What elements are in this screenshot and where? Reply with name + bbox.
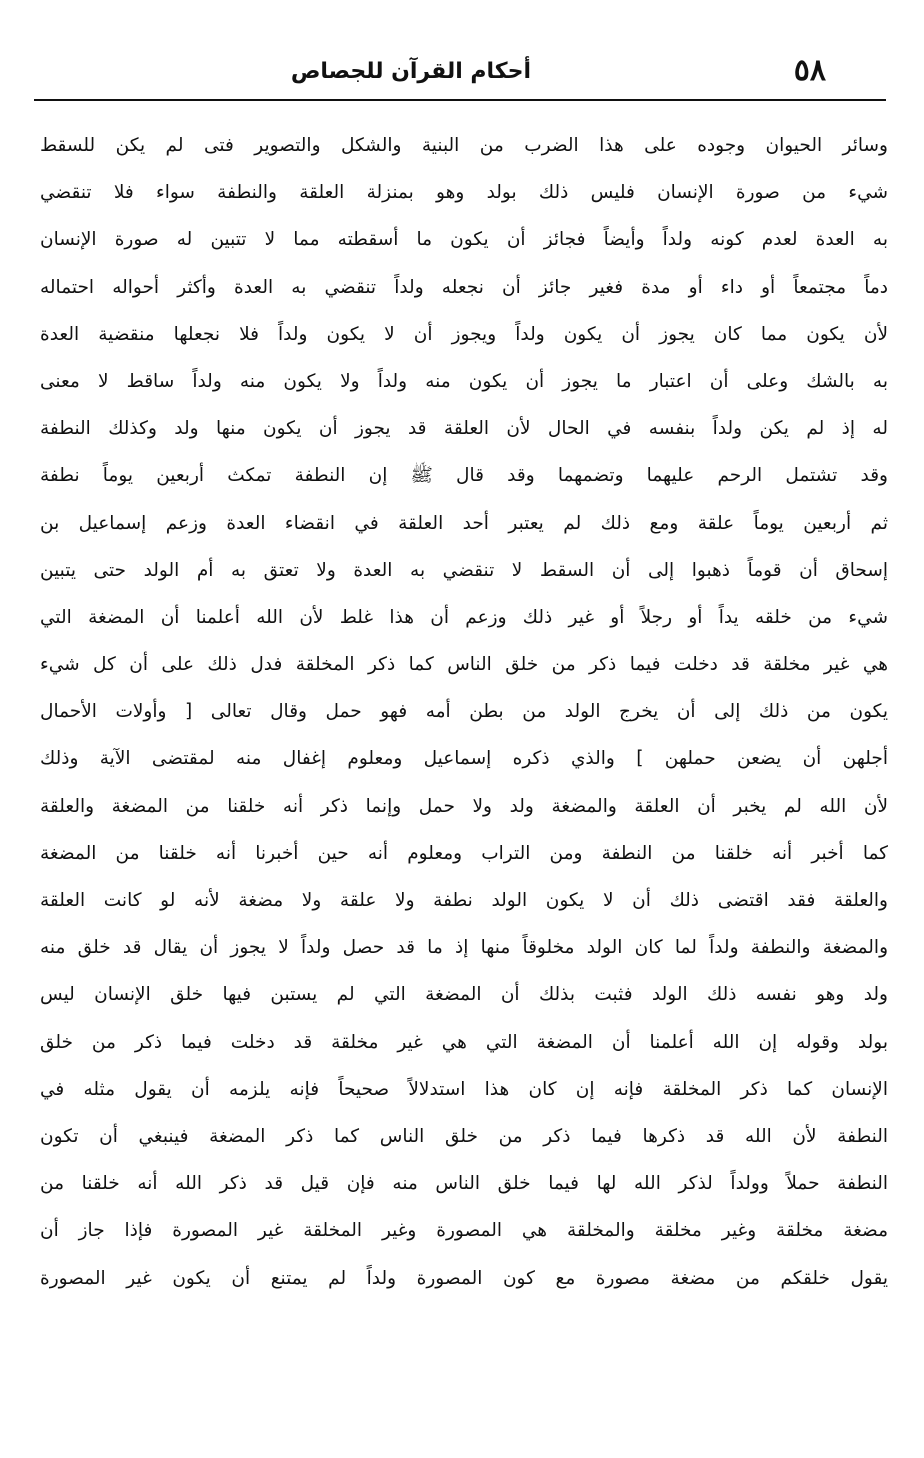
text-line: لأن الله لم يخبر أن العلقة والمضغة ولد ولا حمل وإنما ذكر أنه خلقنا من المضغة والعلقة (40, 795, 888, 817)
text-line: لأن يكون مما كان يجوز أن يكون ولداً ويجوز أن لا يكون ولداً فلا نجعلها منقضية العدة (40, 323, 888, 345)
text-line: إسحاق أن قوماً ذهبوا إلى أن السقط لا تنقضي به العدة ولا تعتق به أم الولد حتى يتبين (40, 559, 888, 581)
page-header (34, 48, 886, 94)
text-line: النطفة حملاً وولداً لذكر الله لها فيما خلق الناس منه فإن قيل قد ذكر الله أنه خلقنا من (40, 1173, 888, 1195)
text-line: به بالشك وعلى أن اعتبار ما يجوز أن يكون منه ولداً ولا يكون منه ولداً ساقط لا معنى (40, 370, 888, 392)
text-line: دماً مجتمعاً أو داء أو مدة فغير جائز أن نجعله ولداً تنقضي به العدة وأكثر أحواله احتماله (40, 276, 888, 298)
body-text (40, 122, 888, 1302)
text-line: وسائر الحيوان وجوده على هذا الضرب من البنية والشكل والتصوير فتى لم يكن للسقط (40, 135, 888, 156)
text-line: ولد وهو نفسه ذلك الولد فثبت بذلك أن المضغة التي لم يستبن فيها خلق الإنسان ليس (40, 984, 888, 1006)
text-line: والعلقة فقد اقتضى ذلك أن لا يكون الولد نطفة ولا علقة ولا مضغة لأنه لو كانت العلقة (40, 890, 888, 911)
text-line: له إذ لم يكن ولداً بنفسه في الحال لأن العلقة قد يجوز أن يكون منها ولد وكذلك النطفة (40, 418, 888, 440)
text-line: شيء من خلقه يداً أو رجلاً أو غير ذلك وزعم أن هذا غلط لأن الله أعلمنا أن المضغة التي (40, 606, 888, 628)
text-line: الإنسان كما ذكر المخلقة فإنه إن كان هذا استدلالاً صحيحاً فإنه يلزمه أن يقول مثله في (40, 1078, 888, 1100)
page-number: ٥٨ (793, 53, 826, 88)
text-line: شيء من صورة الإنسان فليس ذلك بولد وهو بمنزلة العلقة والنطفة سواء فلا تنقضي (40, 182, 888, 204)
running-title: أحكام القرآن للجصاص (290, 59, 531, 84)
text-line: النطفة لأن الله قد ذكرها فيما ذكر من خلق الناس كما ذكر المضغة فينبغي أن تكون (40, 1125, 888, 1147)
text-line: وقد تشتمل الرحم عليهما وتضمهما وقد قال ﷺ إن النطفة تمكث أربعين يوماً نطفة (40, 465, 888, 487)
text-line: والمضغة والنطفة ولداً لما كان الولد مخلوقاً منها إذ ما قد حصل ولداً لا يجوز أن يقال قد خلق منه (40, 937, 888, 959)
text-line: أجلهن أن يضعن حملهن ] والذي ذكره إسماعيل ومعلوم إغفال منه لمقتضى الآية وذلك (40, 748, 888, 770)
text-line: مضغة مخلقة وغير مخلقة والمخلقة هي المصورة وغير المخلقة غير المصورة فإذا جاز أن (40, 1220, 888, 1242)
header-rule (34, 99, 886, 101)
text-line: هي غير مخلقة قد دخلت فيما ذكر من خلق الناس كما ذكر المخلقة فدل ذلك على أن كل شيء (40, 654, 888, 676)
text-line: كما أخبر أنه خلقنا من النطفة ومن التراب ومعلوم أنه حين أخبرنا أنه خلقنا من المضغة (40, 842, 888, 864)
text-line: يقول خلقكم من مضغة مصورة مع كون المصورة ولداً لم يمتنع أن يكون غير المصورة (40, 1267, 888, 1289)
text-line: به العدة لعدم كونه ولداً وأيضاً فجائز أن يكون ما أسقطته مما لا تتبين له صورة الإنسان (40, 229, 888, 251)
text-line: بولد وقوله إن الله أعلمنا أن المضغة التي هي غير مخلقة قد دخلت فيما ذكر من خلق (40, 1031, 888, 1053)
text-line: ثم أربعين يوماً علقة ومع ذلك لم يعتبر أحد العلقة في انقضاء العدة وزعم إسماعيل بن (40, 512, 888, 534)
text-line: يكون من ذلك إلى أن يخرج الولد من بطن أمه فهو حمل وقال تعالى [ وأولات الأحمال (40, 701, 888, 723)
